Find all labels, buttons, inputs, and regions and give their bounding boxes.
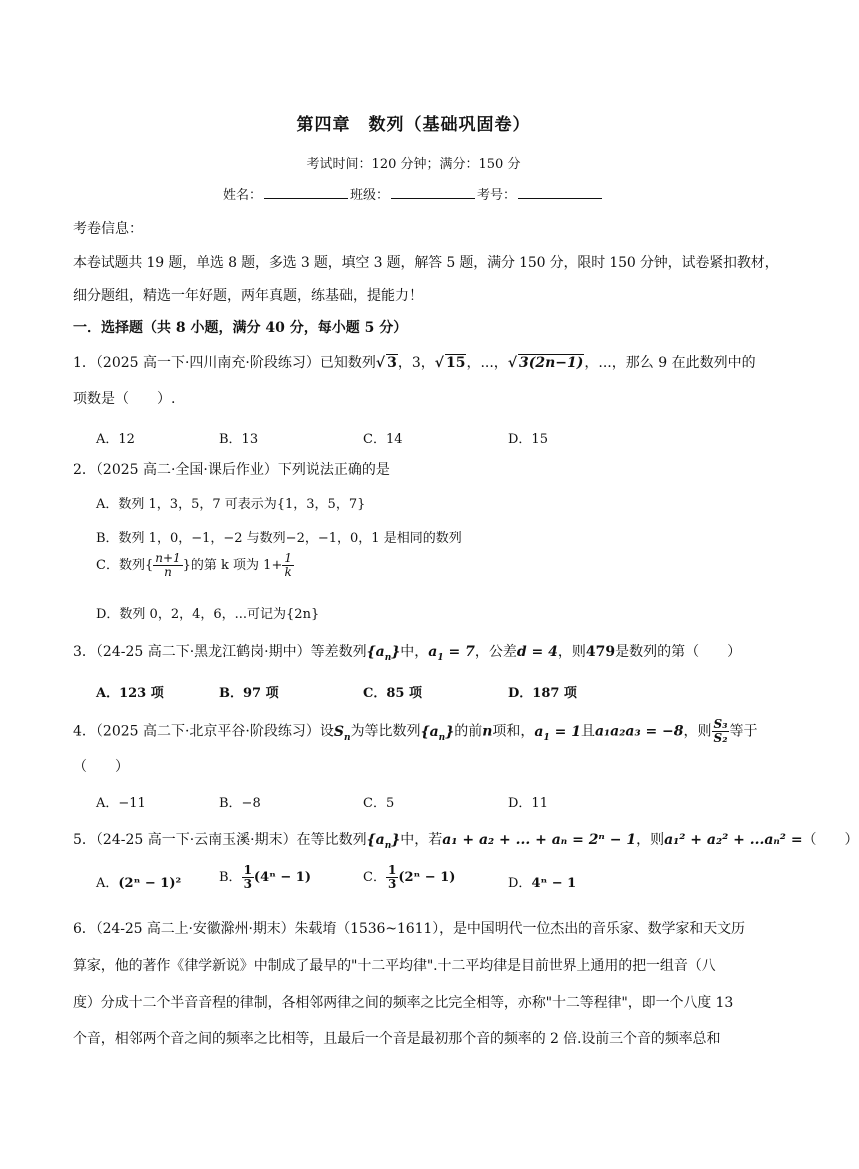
q1-option-d[interactable]: D．15 (508, 432, 548, 447)
question-3-stem: 3．（24-25 高二下·黑龙江鹤岗·期中）等差数列$\{a_n\}$中，$a_1 = 7$，公差d = 4，则479是数列的第（ ） (73, 644, 742, 663)
q5-option-c[interactable]: C． $\frac{1}{3}$ (2ⁿ − 1) (363, 863, 456, 891)
question-6-line3: 度）分成十二个半音音程的律制，各相邻两律之间的频率之比完全相等，亦称"十二等程律"，即一个八度 13 (73, 995, 734, 1011)
q5-option-b[interactable]: B． $\frac{1}{3}$ (4ⁿ − 1) (219, 863, 312, 891)
question-6-line1: 6．（24-25 高二上·安徽滁州·期末）朱载堉（1536~1611），是中国明代一位杰出的音乐家、数学家和天文历 (73, 921, 745, 937)
q1-option-a[interactable]: A．12 (96, 432, 135, 447)
question-6-line2: 算家，他的著作《律学新说》中制成了最早的"十二平均律".十二平均律是目前世界上通用的把一组音（八 (73, 958, 716, 974)
q5-option-d[interactable]: D．4ⁿ − 1 (508, 876, 577, 891)
q2-option-a[interactable]: A．数列 1，3，5，7 可表示为{1，3，5，7} (96, 497, 366, 512)
exam-info: 考试时间：120 分钟；满分：150 分 (306, 157, 521, 172)
student-info-row (0, 184, 827, 203)
q4-option-d[interactable]: D．11 (508, 796, 548, 811)
intro-line1: 本卷试题共 19 题，单选 8 题，多选 3 题，填空 3 题，解答 5 题，满分 150 分，限时 150 分钟，试卷紧扣教材， (73, 255, 779, 271)
q4-option-a[interactable]: A．−11 (96, 796, 146, 811)
page-title: 第四章 数列（基础巩固卷） (296, 115, 531, 135)
number-field[interactable] (518, 186, 602, 199)
q3-option-d[interactable]: D．187 项 (508, 686, 577, 701)
question-1-stem-2: 项数是（ ）. (73, 391, 176, 407)
q4-option-b[interactable]: B．−8 (219, 796, 261, 811)
q2-option-b[interactable]: B．数列 1，0，−1，−2 与数列−2，−1，0，1 是相同的数列 (96, 531, 462, 546)
question-6-line4: 个音，相邻两个音之间的频率之比相等，且最后一个音是最初那个音的频率的 2 倍.设前三个音的频率总和 (73, 1031, 721, 1047)
question-4-stem: 4．（2025 高二下·北京平谷·阶段练习）设$S_n$为等比数列$\{a_n\}$的前n项和，$a_1 = 1$且a₁a₂a₃ = −8，则 $\frac{\text{S₃}}{\text{S₂}}$ 等于 (73, 717, 758, 745)
section1-title: 一．选择题（共 8 小题，满分 40 分，每小题 5 分） (73, 320, 408, 336)
q1-option-b[interactable]: B．13 (219, 432, 259, 447)
intro-line2: 细分题组，精选一年好题，两年真题，练基础，提能力！ (73, 288, 423, 304)
question-1-stem: 1．（2025 高一下·四川南充·阶段练习）已知数列√ 3，3，√ 15，...，√ 3(2n−1)，...，那么 9 在此数列中的 (73, 355, 756, 371)
q2-option-c[interactable]: C．数列{ $\frac{n+1}{n}$ }的第 k 项为 1+ $\frac{1}{k}$ (96, 551, 292, 579)
name-field[interactable] (264, 186, 348, 199)
question-4-stem-2: （ ） (73, 759, 129, 775)
sqrt-3: 3 (387, 355, 397, 371)
sqrt-15: 15 (445, 355, 466, 371)
q4-option-c[interactable]: C．5 (363, 796, 395, 811)
q1-option-c[interactable]: C．14 (363, 432, 403, 447)
class-field[interactable] (391, 186, 475, 199)
number-label: 考号： (477, 188, 517, 203)
q2-option-d[interactable]: D．数列 0，2，4，6，...可记为{2n} (96, 607, 320, 622)
question-2-stem: 2．（2025 高二·全国·课后作业）下列说法正确的是 (73, 462, 390, 478)
q5-option-a[interactable]: A．(2ⁿ − 1)² (96, 876, 182, 891)
question-5-stem: 5．（24-25 高一下·云南玉溪·期末）在等比数列$\{a_n\}$中，若a₁ + a₂ + ... + aₙ = 2ⁿ − 1，则a₁² + a₂² + ...aₙ² =（ ） (73, 832, 859, 851)
intro-heading: 考卷信息： (73, 221, 143, 237)
class-label: 班级： (349, 188, 389, 203)
sqrt-expr: 3(2n−1) (519, 355, 584, 371)
q3-option-b[interactable]: B．97 项 (219, 686, 279, 701)
q3-option-c[interactable]: C．85 项 (363, 686, 422, 701)
q3-option-a[interactable]: A．123 项 (96, 686, 164, 701)
name-label: 姓名： (222, 188, 262, 203)
